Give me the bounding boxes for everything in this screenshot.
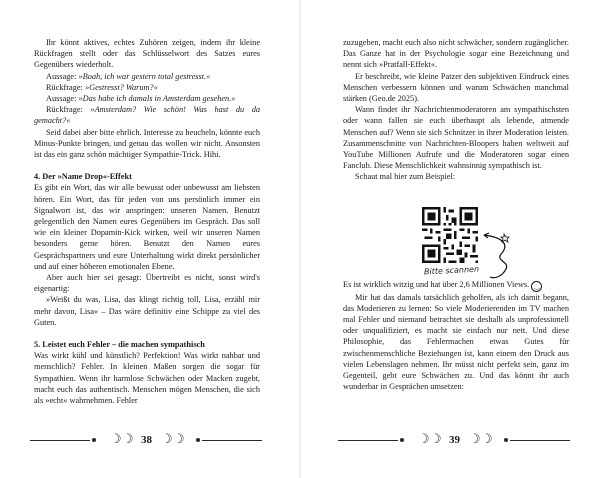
dialog-label: Rückfrage:: [46, 82, 83, 92]
footer-dot: [400, 438, 404, 442]
crescent-moon-icon: ☽: [418, 432, 430, 447]
dialog-quote: »Das habe ich damals in Amsterdam gesehen.«: [78, 94, 236, 104]
crescent-moon-icon: ☽: [122, 432, 134, 447]
dialog-line: [34, 71, 260, 82]
dialog-quote: »Gestresst? Warum?«: [84, 82, 158, 92]
paragraph: Mir hat das damals tatsächlich geholfen, als ich damit begann, das Moderieren zu lernen: So viele Moderierenden im TV machen mal Fehler und niemand betrachtet sie deshalb als unprofessionell oder unqualifiziert, es macht sie einfach nur nett. Und diese Philosophie, das Fehlermachen etwas Gutes für zwischenmenschliche Beziehungen ist, kann einem den Druck aus vielen Lebenslagen nehmen. Ihr müsst nicht perfekt sein, ganz im Gegenteil, gebt eure Schwächen zu. Und das könnt ihr auch wunderbar in Gesprächen umsetzen:: [343, 292, 569, 392]
footer-dot: [504, 438, 508, 442]
smiley-icon: ‿: [531, 281, 542, 292]
paragraph: »Weißt du was, Lisa, das klingt richtig toll, Lisa, erzähl mir mehr davon, Lisa« – Das wäre definitiv eine Schippe zu viel des Guten.: [34, 295, 260, 327]
paragraph: Seid dabei aber bitte ehrlich. Interesse zu heucheln, könnte euch Minus-Punkte bringen, und genau das wollen wir nicht. Ansonsten ist das ein ganz schön mächtiger Sympathie-Trick. Hihi.: [34, 127, 260, 160]
dialog-line: [34, 104, 260, 126]
right-footer: [338, 430, 573, 452]
paragraph: Was wirkt kühl und künstlich? Perfektion! Was wirkt nahbar und menschlich? Fehler. In kleinen Maßen sorgen die sogar für Sympathien. Wenn ihr harmlose Schwächen oder Macken zugebt, macht euch das authentisch. Menschen mögen Menschen, die sich als »echt« wahrnehmen. Fehler: [34, 351, 260, 406]
views-sentence: Es ist wirklich witzig und hat über 2,6 Millionen Views.: [343, 279, 530, 289]
footer-dot: [92, 438, 96, 442]
paragraph: Es gibt ein Wort, das wir alle bewusst oder unbewusst am liebsten hören. Ein Wort, das für jeden von uns persönlich immer ein Signalwort ist, das wir anspringen: unseren Namen. Benutzt gelegentlich den Namen eures Gegenübers im Gespräch. Das soll wie ein kleiner Dopamin-Kick wirken, weil wir unseren Namen besonders gerne hören. Benutzt den Namen eures Gesprächspartners und eure Unterhaltung wirkt direkt persönlicher und auf einer höheren emotionalen Ebene.: [34, 183, 260, 271]
crescent-moon-icon: ☽: [469, 432, 481, 447]
paragraph: Wann findet ihr Nachrichtenmoderatoren am sympathischsten oder wann fallen sie euch überhaupt als lebende, atmende Menschen auf? Wenn sie sich Schnitzer in ihrer Moderation leisten. Zusammenschnitte von Nachrichten-Bloopers haben weltweit auf YouTube Millionen Aufrufe und die Moderatoren sogar einen Fanclub. Diese Menschlichkeit wahnsinnig sympathisch ist.: [343, 105, 569, 171]
section-heading: 4. Der »Name Drop«-Effekt: [34, 172, 132, 182]
footer-rule: [202, 440, 262, 441]
arrow-doodle-icon: [480, 231, 518, 283]
footer-dot: [196, 438, 200, 442]
dialog-line: [34, 93, 260, 104]
dialog-label: Rückfrage:: [46, 105, 83, 115]
book-gutter: [299, 0, 301, 478]
page-number: 38: [141, 434, 152, 446]
crescent-moon-icon: ☽: [430, 432, 442, 447]
paragraph: Aber auch hier sei gesagt: Übertreibt es nicht, sonst wird's eigenartig:: [34, 273, 260, 294]
dialog-label: Aussage:: [46, 94, 77, 104]
crescent-moon-icon: ☽: [173, 432, 185, 447]
crescent-moon-icon: ☽: [481, 432, 493, 447]
paragraph: Schaut mal hier zum Beispiel:: [355, 172, 456, 182]
qr-caption: Bitte scannen: [423, 264, 480, 277]
footer-rule: [338, 440, 398, 441]
crescent-moon-icon: ☽: [110, 432, 122, 447]
dialog-line: [34, 82, 260, 93]
dialog-quote: »Amsterdam? Wie schön! Was hast du da gemacht?«: [34, 105, 261, 126]
left-footer: [30, 430, 265, 452]
section-heading: 5. Leistet euch Fehler – die machen sympathisch: [34, 340, 205, 350]
footer-rule: [510, 440, 570, 441]
paragraph: zuzugeben, macht euch also nicht schwächer, sondern zugänglicher. Das Ganze hat in der Psychologie sogar eine Bezeichnung und nennt sich »Pratfall-Effekt«.: [343, 38, 569, 70]
paragraph: Ihr könnt aktives, echtes Zuhören zeigen, indem ihr kleine Rückfragen stellt oder das Schlüsselwort des Satzes eures Gegenübers wiederholt.: [34, 38, 260, 70]
crescent-moon-icon: ☽: [161, 432, 173, 447]
dialog-quote: »Boah, ich war gestern total gestresst.«: [78, 71, 211, 81]
left-page-body: [34, 37, 260, 406]
qr-code-icon[interactable]: [422, 207, 478, 263]
qr-code-block: [414, 205, 534, 295]
page-number: 39: [449, 434, 460, 446]
paragraph: Er beschreibt, wie kleine Patzer den subjektiven Eindruck eines Menschen verbessern können und warum Schwächen manchmal stärken (Geo.de 2025).: [343, 71, 569, 104]
dialog-label: Aussage:: [46, 71, 77, 81]
footer-rule: [30, 440, 90, 441]
